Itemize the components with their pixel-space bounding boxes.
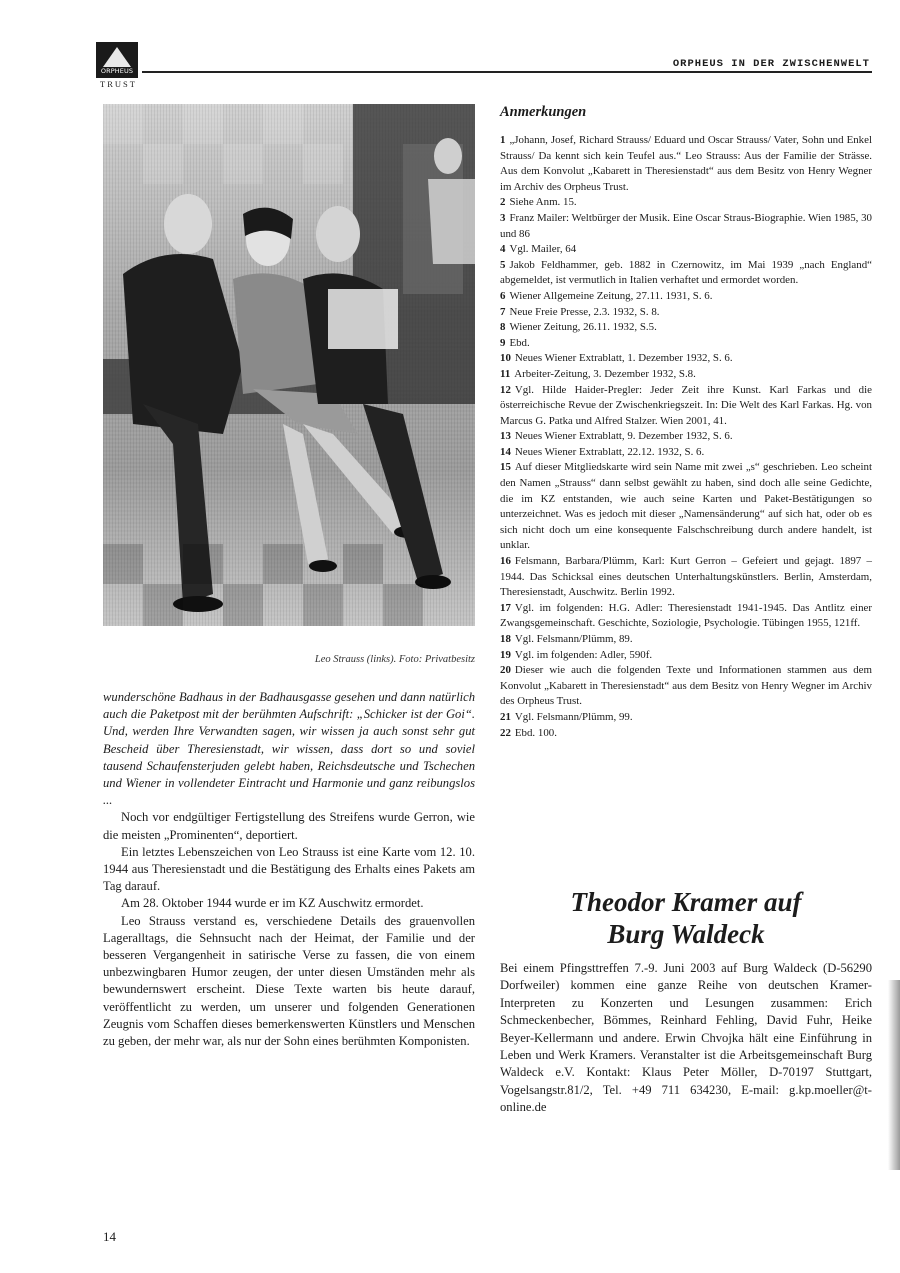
- logo-subtitle: TRUST: [100, 79, 137, 89]
- photo-leo-strauss: [103, 104, 475, 626]
- note-item: 8 Wiener Zeitung, 26.11. 1932, S.5.: [500, 321, 657, 334]
- paragraph-5: Leo Strauss verstand es, verschiedene Details des grauenvollen Lageralltags, die Sehnsucht nach der Heimat, der Familie und der besseren Vergangenheit in satirische Verse zu fassen, die von einem unbezwingbaren Humor zeugen, der unter diesen Umständen mehr als bewundernswert erscheint. Diese Texte warten bis heute darauf, veröffentlicht zu werden, um unserer und folgenden Generationen Zeugnis vom Schaffen dieses bemerkenswerten Künstlers und Menschen zu geben, der mehr war, als nur der Sohn eines berühmten Komponisten.: [103, 913, 475, 1049]
- note-item: 14 Neues Wiener Extrablatt, 22.12. 1932, S. 6.: [500, 445, 705, 458]
- logo-mark: [96, 42, 138, 78]
- kramer-headline: [500, 886, 872, 950]
- logo-name: ORPHEUS: [100, 67, 134, 75]
- note-item: 12 Vgl. Hilde Haider-Pregler: Jeder Zeit ihre Kunst. Karl Farkas und die österreichische Revue der Zwischenkriegszeit. In: Die Welt des Karl Farkas. Hg. von Marcus G. Patka und Alfred Stalzer. Wien 2001, 41.: [500, 383, 872, 427]
- paragraph-2: Noch vor endgültiger Fertigstellung des Streifens wurde Gerron, wie die meisten „Prominenten“, deportiert.: [103, 810, 475, 842]
- note-item: 21 Vgl. Felsmann/Plümm, 99.: [500, 710, 633, 723]
- note-item: 7 Neue Freie Presse, 2.3. 1932, S. 8.: [500, 305, 660, 318]
- notes-list: [500, 133, 872, 741]
- note-item: 3 Franz Mailer: Weltbürger der Musik. Eine Oscar Straus-Biographie. Wien 1985, 30 und 86: [500, 211, 872, 240]
- note-item: 9 Ebd.: [500, 336, 530, 349]
- note-item: 2 Siehe Anm. 15.: [500, 196, 577, 209]
- photo-caption: Leo Strauss (links). Foto: Privatbesitz: [314, 654, 475, 665]
- note-item: 4 Vgl. Mailer, 64: [500, 243, 577, 256]
- orpheus-trust-logo: [96, 42, 140, 89]
- paragraph-1: wunderschöne Badhaus in der Badhausgasse gesehen und dann natürlich auch die Paketpost mit der berühmten Aufschrift: „Schicker ist der Goi“. Und, werden Ihre Verwandten sagen, wir wissen ja auch sonst sehr gut Bescheid über Theresienstadt, wir wissen, dass dort so und soviel tausend Schaufensterjuden gelebt haben, Reichsdeutsche und Tschechen und Wiener in vollendeter Eintracht und Harmonie und ganz reibungslos ...: [103, 690, 475, 808]
- note-item: 11 Arbeiter-Zeitung, 3. Dezember 1932, S.8.: [500, 367, 696, 380]
- scan-edge-shadow: [888, 980, 900, 1170]
- note-item: 1 „Johann, Josef, Richard Strauss/ Eduard und Oscar Strauss/ Vater, Sohn und Enkel Strauss/ Da kennt sich kein Teufel aus.“ Leo Strauss: Aus der Familie der Strässe. Aus dem Konvolut „Kabarett in Theresienstadt“ aus dem Besitz von Henry Wegner im Archiv des Orpheus Trust.: [500, 134, 872, 193]
- header-rule: [142, 71, 872, 73]
- note-item: 13 Neues Wiener Extrablatt, 9. Dezember 1932, S. 6.: [500, 430, 733, 443]
- note-item: 18 Vgl. Felsmann/Plümm, 89.: [500, 633, 633, 645]
- note-item: 22 Ebd. 100.: [500, 726, 557, 739]
- left-column-text: [103, 689, 475, 1050]
- logo-triangle-icon: [103, 47, 131, 67]
- paragraph-3: Ein letztes Lebenszeichen von Leo Strauss ist eine Karte vom 12. 10. 1944 aus Theresienstadt und die Bestätigung des Erhalts eines Pakets am Tag darauf.: [103, 844, 475, 894]
- kramer-article-text: Bei einem Pfingsttreffen 7.-9. Juni 2003 auf Burg Waldeck (D-56290 Dorfweiler) kommen eine ganze Reihe von deutschen Kramer-Interpreten zu Konzerten und Lesungen zusammen: Erich Schmeckenbecher, Bömmes, Reinhard Fehling, David Fuhr, Heike Beyer-Kellermann und andere. Erwin Chvojka hält eine Einführung in Leben und Werk Kramers. Veranstalter ist die Arbeitsgemeinschaft Burg Waldeck e.V. Kontakt: Klaus Peter Möller, D-70197 Stuttgart, Vogelsangstr.81/2, Tel. +49 711 634230, E-mail: g.kp.moeller@t-online.de: [500, 961, 872, 1115]
- note-item: 10 Neues Wiener Extrablatt, 1. Dezember 1932, S. 6.: [500, 352, 733, 365]
- note-item: 16 Felsmann, Barbara/Plümm, Karl: Kurt Gerron – Gefeiert und gejagt. 1897 – 1944. Das Schicksal eines deutschen Unterhaltungskünstlers. Berlin, Amsterdam, Theresienstadt, Auschwitz. Berlin 1992.: [500, 555, 872, 599]
- note-item: 6 Wiener Allgemeine Zeitung, 27.11. 1931, S. 6.: [500, 289, 713, 302]
- note-item: 5 Jakob Feldhammer, geb. 1882 in Czernowitz, im Mai 1939 „nach England“ abgemeldet, ist vermutlich in Italien verhaftet und ermordet worden.: [500, 258, 872, 287]
- notes-heading: Anmerkungen: [500, 104, 587, 120]
- note-item: 17 Vgl. im folgenden: H.G. Adler: Theresienstadt 1941-1945. Das Antlitz einer Zwangsgemeinschaft. Geschichte, Soziologie, Psychologie. Tübingen 1955, 121ff.: [500, 601, 872, 630]
- kramer-headline-line1: Theodor Kramer auf: [570, 887, 802, 917]
- note-item: 15 Auf dieser Mitgliedskarte wird sein Name mit zwei „s“ geschrieben. Leo scheint den Namen „Strauss“ dann selbst gewählt zu haben, sind doch alle seine Gedichte, die im KZ entstanden, wie auch seine Karten und Paket-Bestätigungen so unterzeichnet. Was es jedoch mit dieser „Namensänderung“ auf sich hat, oder ob es sich nicht doch um eine konsequente Falschschreibung durch andere handelt, ist unklar.: [500, 461, 872, 552]
- kramer-headline-line2: Burg Waldeck: [607, 919, 765, 949]
- note-item: 20 Dieser wie auch die folgenden Texte und Informationen stammen aus dem Konvolut „Kabarett in Theresienstadt“ aus dem Besitz von Henry Wegner im Archiv des Orpheus Trust.: [500, 664, 872, 708]
- paragraph-4: Am 28. Oktober 1944 wurde er im KZ Auschwitz ermordet.: [121, 896, 424, 911]
- page-number: 14: [103, 1229, 116, 1244]
- note-item: 19 Vgl. im folgenden: Adler, 590f.: [500, 648, 653, 661]
- photo-illustration: [103, 104, 475, 626]
- running-header: ORPHEUS IN DER ZWISCHENWELT: [672, 58, 870, 70]
